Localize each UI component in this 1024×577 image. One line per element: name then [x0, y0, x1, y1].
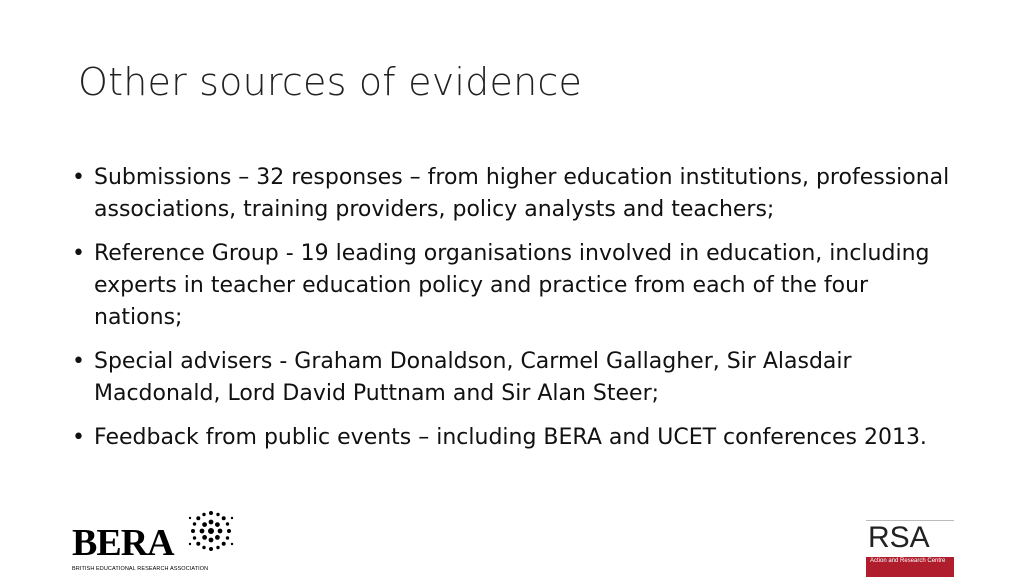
bullet-list — [72, 162, 952, 466]
bullet-text: Submissions – 32 responses – from higher education institutions, professional associations, training providers, policy analysts and teachers; — [94, 165, 950, 222]
bullet-item — [72, 422, 952, 454]
bullet-text: Special advisers - Graham Donaldson, Carmel Gallagher, Sir Alasdair Macdonald, Lord David Puttnam and Sir Alan Steer; — [94, 349, 852, 406]
rsa-logo — [866, 520, 954, 577]
bullet-dot: • — [72, 165, 85, 190]
bera-starburst-icon — [188, 508, 234, 554]
bera-logo-subtitle: BRITISH EDUCATIONAL RESEARCH ASSOCIATION — [72, 566, 209, 572]
bera-logo — [72, 508, 232, 574]
bullet-dot: • — [72, 349, 85, 374]
bera-logo-word: BERA — [72, 522, 174, 564]
bullet-item — [72, 238, 952, 334]
bullet-dot: • — [72, 241, 85, 266]
bullet-item — [72, 346, 952, 410]
rsa-logo-subtitle: Action and Research Centre — [870, 558, 946, 564]
rsa-logo-word: RSA — [868, 521, 930, 554]
bullet-text: Reference Group - 19 leading organisations involved in education, including experts in teacher education policy and practice from each of the four nations; — [94, 241, 930, 330]
slide-title: Other sources of evidence — [78, 60, 583, 104]
bullet-item — [72, 162, 952, 226]
bullet-dot: • — [72, 425, 85, 450]
bullet-text: Feedback from public events – including BERA and UCET conferences 2013. — [94, 425, 927, 450]
